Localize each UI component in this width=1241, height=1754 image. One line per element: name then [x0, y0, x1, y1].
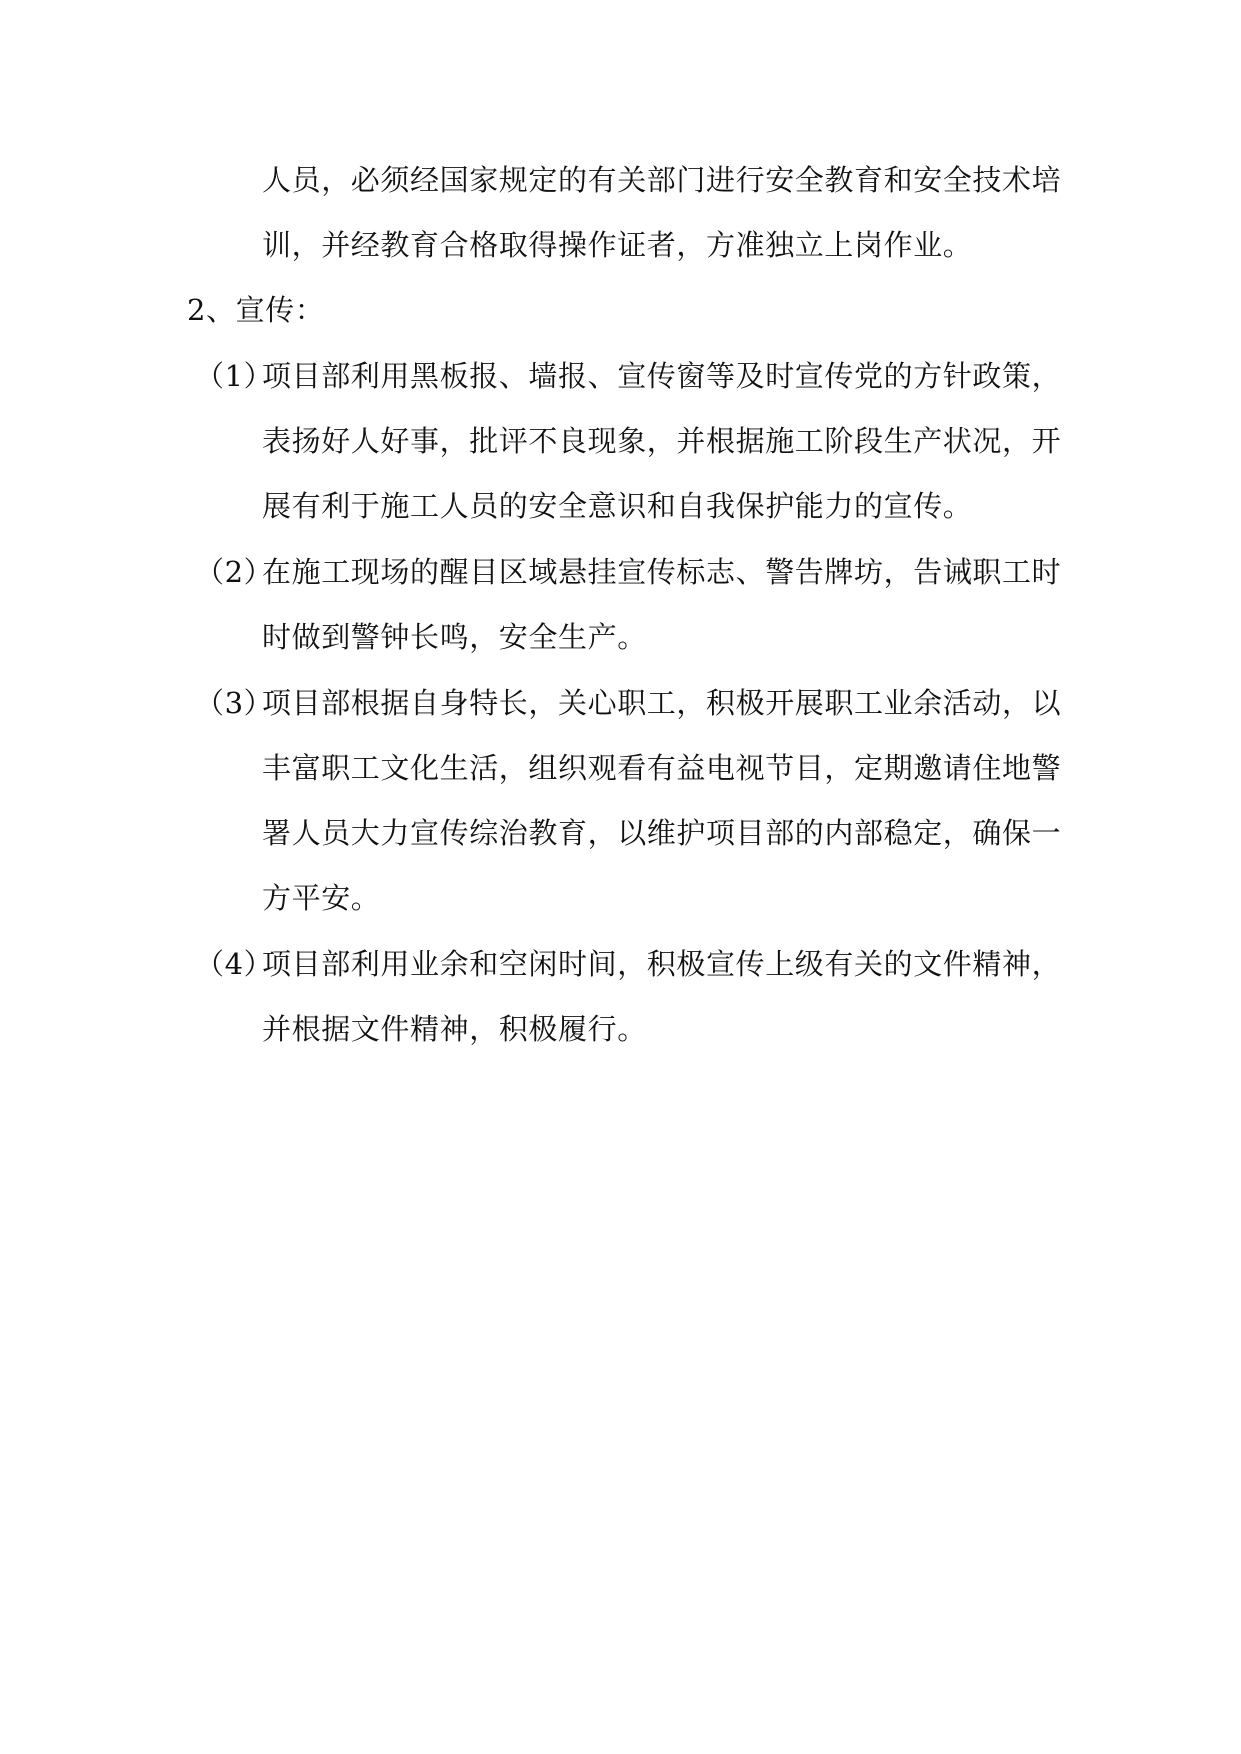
section-heading: 2、宣传： [187, 293, 325, 327]
item-2-marker: （2） [195, 555, 274, 589]
intro-line-2: 训，并经教育合格取得操作证者，方准独立上岗作业。 [262, 228, 973, 262]
item-4-marker: （4） [195, 947, 274, 981]
item-3-line-2: 丰富职工文化生活，组织观看有益电视节目，定期邀请住地警 [262, 751, 1062, 785]
item-3-line-4: 方平安。 [262, 881, 381, 915]
item-1-line-2: 表扬好人好事，批评不良现象，并根据施工阶段生产状况，开 [262, 424, 1062, 458]
item-1-line-1: 项目部利用黑板报、墙报、宣传窗等及时宣传党的方针政策， [262, 359, 1062, 393]
item-1-marker: （1） [195, 359, 274, 393]
intro-line-1: 人员，必须经国家规定的有关部门进行安全教育和安全技术培 [262, 163, 1062, 197]
item-1-line-3: 展有利于施工人员的安全意识和自我保护能力的宣传。 [262, 489, 973, 523]
item-2-line-2: 时做到警钟长鸣，安全生产。 [262, 620, 647, 654]
item-2-line-1: 在施工现场的醒目区域悬挂宣传标志、警告牌坊，告诫职工时 [262, 555, 1062, 589]
item-3-line-3: 署人员大力宣传综治教育，以维护项目部的内部稳定，确保一 [262, 816, 1062, 850]
item-3-marker: （3） [195, 686, 274, 720]
item-4-line-1: 项目部利用业余和空闲时间，积极宣传上级有关的文件精神， [262, 947, 1062, 981]
item-4-line-2: 并根据文件精神，积极履行。 [262, 1012, 647, 1046]
item-3-line-1: 项目部根据自身特长，关心职工，积极开展职工业余活动，以 [262, 686, 1062, 720]
